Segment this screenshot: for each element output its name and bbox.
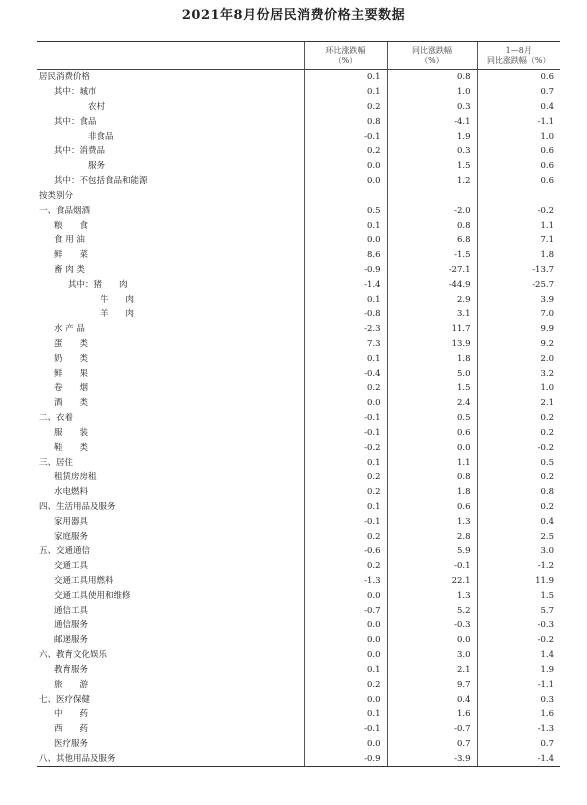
row-ytd-value: 1.0 [477,381,560,396]
row-ytd-value: 1.8 [477,248,560,263]
row-yoy-value: -27.1 [387,263,477,278]
row-label: 食 用 油 [54,235,85,246]
row-mom-value: 0.1 [304,455,387,470]
header-yoy-label: 同比涨跌幅 [412,45,452,55]
row-mom-value: 0.0 [304,618,387,633]
row-ytd-value: 0.4 [477,514,560,529]
table-row [37,470,560,485]
row-mom-value: 0.1 [304,351,387,366]
table-row [37,455,560,470]
table-row [37,189,560,204]
table-row [37,514,560,529]
row-ytd-value: 5.7 [477,603,560,618]
row-ytd-value: 1.0 [477,129,560,144]
row-ytd-value [477,189,560,204]
row-yoy-value: 1.0 [387,85,477,100]
row-label: 家用器具 [54,516,89,527]
row-mom-value: -0.4 [304,366,387,381]
row-mom-value: -0.6 [304,544,387,559]
table-row [37,411,560,426]
row-ytd-value: 3.9 [477,292,560,307]
row-mom-value: -0.9 [304,751,387,766]
row-label: 邮递服务 [54,635,89,646]
row-mom-value: -0.1 [304,411,387,426]
row-ytd-value: 0.7 [477,737,560,752]
table-row [37,677,560,692]
row-mom-value: -0.2 [304,440,387,455]
table-row [37,722,560,737]
row-ytd-value: 1.4 [477,648,560,663]
row-label: 服务 [88,161,106,172]
table-row [37,85,560,100]
row-mom-value: 0.2 [304,677,387,692]
row-ytd-value: 1.6 [477,707,560,722]
row-ytd-value: 0.8 [477,485,560,500]
row-label: 旅 游 [54,679,89,690]
row-mom-value: -2.3 [304,322,387,337]
row-yoy-value: -0.1 [387,559,477,574]
row-yoy-value: -0.7 [387,722,477,737]
table-row [37,203,560,218]
row-label: 畜 肉 类 [54,264,85,275]
row-yoy-value: 1.3 [387,514,477,529]
row-ytd-value: -0.2 [477,203,560,218]
row-ytd-value: 0.2 [477,470,560,485]
row-ytd-value: 0.3 [477,692,560,707]
row-mom-value: 0.2 [304,529,387,544]
row-ytd-value: -1.4 [477,751,560,766]
table-row [37,751,560,766]
row-label: 非食品 [88,131,114,142]
row-yoy-value: 5.2 [387,603,477,618]
header-yoy [387,42,477,70]
row-yoy-value: 1.1 [387,455,477,470]
row-ytd-value: -1.1 [477,677,560,692]
header-mom-unit: （%） [333,55,358,65]
row-mom-value: 0.0 [304,174,387,189]
row-mom-value: 0.0 [304,633,387,648]
row-label: 牛 肉 [100,294,135,305]
table-row [37,277,560,292]
row-ytd-value: 0.2 [477,500,560,515]
row-label: 按类别分 [39,190,74,201]
row-label: 医疗服务 [54,738,89,749]
row-yoy-value: 0.6 [387,426,477,441]
table-row [37,440,560,455]
row-yoy-value: 0.8 [387,70,477,85]
row-ytd-value: -1.3 [477,722,560,737]
row-mom-value: -1.4 [304,277,387,292]
table-row [37,737,560,752]
row-ytd-value: 0.6 [477,144,560,159]
row-label: 酒 类 [54,398,89,409]
row-mom-value: -0.7 [304,603,387,618]
row-ytd-value: 2.0 [477,351,560,366]
table-row [37,544,560,559]
row-yoy-value: 0.7 [387,737,477,752]
row-yoy-value: 6.8 [387,233,477,248]
row-ytd-value: 3.0 [477,544,560,559]
table-row [37,603,560,618]
row-label: 五、交通通信 [39,546,91,557]
row-yoy-value: 3.1 [387,307,477,322]
row-yoy-value: 1.5 [387,381,477,396]
row-mom-value: 0.1 [304,85,387,100]
row-mom-value: -1.3 [304,574,387,589]
row-label: 其中：猪 肉 [68,279,128,290]
table-row [37,351,560,366]
row-label: 其中：不包括食品和能源 [54,176,148,187]
row-mom-value: 0.1 [304,500,387,515]
row-label: 鲜 果 [54,368,89,379]
row-yoy-value: 1.2 [387,174,477,189]
table-row [37,618,560,633]
row-mom-value: 0.5 [304,203,387,218]
table-row [37,292,560,307]
row-ytd-value: 7.0 [477,307,560,322]
table-row [37,233,560,248]
row-yoy-value: 13.9 [387,337,477,352]
row-label: 鲜 菜 [54,250,89,261]
row-yoy-value: 0.8 [387,218,477,233]
table-body [37,70,560,767]
table-row [37,663,560,678]
header-ytd [477,42,560,70]
header-mom-label: 环比涨跌幅 [325,45,366,55]
row-ytd-value: -0.3 [477,618,560,633]
row-mom-value: 0.2 [304,381,387,396]
table-row [37,70,560,85]
row-ytd-value: -1.1 [477,114,560,129]
row-mom-value: 0.1 [304,292,387,307]
row-mom-value: 0.0 [304,396,387,411]
row-label: 水电燃料 [54,487,89,498]
row-mom-value: -0.1 [304,514,387,529]
row-yoy-value: 1.8 [387,351,477,366]
table-row [37,100,560,115]
table-row [37,307,560,322]
table-row [37,337,560,352]
row-yoy-value: 2.9 [387,292,477,307]
row-ytd-value: 9.9 [477,322,560,337]
row-label: 奶 类 [54,353,89,364]
table-row [37,648,560,663]
row-ytd-value: -1.2 [477,559,560,574]
row-mom-value: 0.2 [304,485,387,500]
row-label: 蛋 类 [54,339,89,350]
row-yoy-value: -0.3 [387,618,477,633]
table-row [37,485,560,500]
row-mom-value: 0.0 [304,233,387,248]
row-yoy-value: 0.3 [387,144,477,159]
row-ytd-value: 0.7 [477,85,560,100]
row-mom-value: -0.1 [304,722,387,737]
row-yoy-value: 22.1 [387,574,477,589]
table-row [37,692,560,707]
row-ytd-value: 1.5 [477,588,560,603]
table-row [37,159,560,174]
row-ytd-value: 2.5 [477,529,560,544]
row-label: 八、其他用品及服务 [37,751,304,766]
row-label: 农村 [88,102,106,113]
row-mom-value: 0.0 [304,159,387,174]
row-ytd-value: 1.9 [477,663,560,678]
row-label: 租赁房房租 [54,472,97,483]
row-label: 粮 食 [54,220,89,231]
row-mom-value: 0.1 [304,707,387,722]
row-yoy-value: 11.7 [387,322,477,337]
table-row [37,129,560,144]
row-mom-value: 0.1 [304,218,387,233]
row-yoy-value: 0.0 [387,633,477,648]
row-label: 交通工具 [54,561,89,572]
header-ytd-label: 1—8月 [505,45,532,55]
row-label: 三、居住 [39,457,74,468]
row-label: 四、生活用品及服务 [39,501,116,512]
row-mom-value: 7.3 [304,337,387,352]
row-label: 服 装 [54,427,89,438]
row-label: 六、教育文化娱乐 [39,650,108,661]
table-row [37,529,560,544]
header-ytd-unit: 同比涨跌幅（%） [486,55,551,65]
table-row [37,218,560,233]
row-yoy-value: 0.4 [387,692,477,707]
row-ytd-value: 9.2 [477,337,560,352]
row-label: 卷 烟 [54,383,89,394]
table-row [37,588,560,603]
row-label: 通信工具 [54,605,89,616]
table-row [37,559,560,574]
row-mom-value: -0.8 [304,307,387,322]
row-yoy-value: 1.8 [387,485,477,500]
row-ytd-value: 0.6 [477,70,560,85]
row-mom-value: -0.9 [304,263,387,278]
table-row [37,500,560,515]
row-mom-value: 0.8 [304,114,387,129]
row-label: 其中：城市 [54,87,97,98]
header-mom [304,42,387,70]
table-row [37,633,560,648]
row-label: 鞋 类 [54,442,89,453]
row-mom-value [304,189,387,204]
row-label: 交通工具使用和维修 [54,590,131,601]
row-yoy-value: 0.5 [387,411,477,426]
row-mom-value: 0.2 [304,559,387,574]
row-ytd-value: 2.1 [477,396,560,411]
row-ytd-value: 0.2 [477,411,560,426]
row-mom-value: 0.0 [304,692,387,707]
row-ytd-value: 3.2 [477,366,560,381]
row-label: 教育服务 [54,664,89,675]
row-label: 水 产 品 [54,324,85,335]
page-title: 2021年8月份居民消费价格主要数据 [181,8,406,23]
table-row [37,144,560,159]
row-yoy-value: 3.0 [387,648,477,663]
row-label: 羊 肉 [100,309,135,320]
row-yoy-value: 0.8 [387,470,477,485]
row-mom-value: 0.0 [304,648,387,663]
row-yoy-value: 0.3 [387,100,477,115]
row-mom-value: 0.2 [304,470,387,485]
row-label: 一、食品烟酒 [39,205,91,216]
row-label: 交通工具用燃料 [54,576,114,587]
row-ytd-value: -0.2 [477,440,560,455]
table-row [37,263,560,278]
row-yoy-value: -44.9 [387,277,477,292]
header-label-column [37,42,304,70]
row-yoy-value: 9.7 [387,677,477,692]
row-ytd-value: 0.6 [477,159,560,174]
row-label: 二、衣着 [39,413,74,424]
row-yoy-value: 0.0 [387,440,477,455]
row-mom-value: 0.0 [304,737,387,752]
table-row [37,707,560,722]
row-ytd-value: 0.4 [477,100,560,115]
row-mom-value: -0.1 [304,129,387,144]
row-ytd-value: 1.1 [477,218,560,233]
row-label: 通信服务 [54,620,89,631]
row-mom-value: 0.2 [304,144,387,159]
row-yoy-value: 1.9 [387,129,477,144]
row-yoy-value: 1.5 [387,159,477,174]
table-row [37,396,560,411]
row-yoy-value: -2.0 [387,203,477,218]
table-row [37,381,560,396]
row-ytd-value: 11.9 [477,574,560,589]
table-row [37,174,560,189]
table-row [37,322,560,337]
row-mom-value: 0.1 [304,70,387,85]
row-yoy-value: 1.6 [387,707,477,722]
row-yoy-value: -3.9 [387,751,477,766]
table-row [37,114,560,129]
row-yoy-value: 1.3 [387,588,477,603]
row-label: 西 药 [54,724,89,735]
row-yoy-value: 2.1 [387,663,477,678]
row-label: 居民消费价格 [39,72,91,83]
table-row [37,248,560,263]
row-ytd-value: -0.2 [477,633,560,648]
row-mom-value: -0.1 [304,426,387,441]
row-yoy-value: 5.0 [387,366,477,381]
row-label: 其中：食品 [54,116,97,127]
row-label: 七、医疗保健 [39,694,91,705]
row-mom-value: 0.1 [304,663,387,678]
row-mom-value: 0.2 [304,100,387,115]
row-yoy-value: 2.4 [387,396,477,411]
row-yoy-value: -1.5 [387,248,477,263]
row-label: 中 药 [54,709,89,720]
row-mom-value: 0.0 [304,588,387,603]
row-mom-value: 8.6 [304,248,387,263]
cpi-table [37,41,560,767]
row-label: 家庭服务 [54,531,89,542]
row-ytd-value: -13.7 [477,263,560,278]
row-yoy-value: 5.9 [387,544,477,559]
table-row [37,366,560,381]
row-ytd-value: 0.5 [477,455,560,470]
row-yoy-value [387,189,477,204]
row-ytd-value: 7.1 [477,233,560,248]
row-ytd-value: -25.7 [477,277,560,292]
row-yoy-value: 0.6 [387,500,477,515]
row-ytd-value: 0.6 [477,174,560,189]
row-label: 其中：消费品 [54,146,106,157]
table-row [37,574,560,589]
row-yoy-value: -4.1 [387,114,477,129]
row-ytd-value: 0.2 [477,426,560,441]
header-yoy-unit: （%） [420,55,444,65]
table-row [37,426,560,441]
row-yoy-value: 2.8 [387,529,477,544]
